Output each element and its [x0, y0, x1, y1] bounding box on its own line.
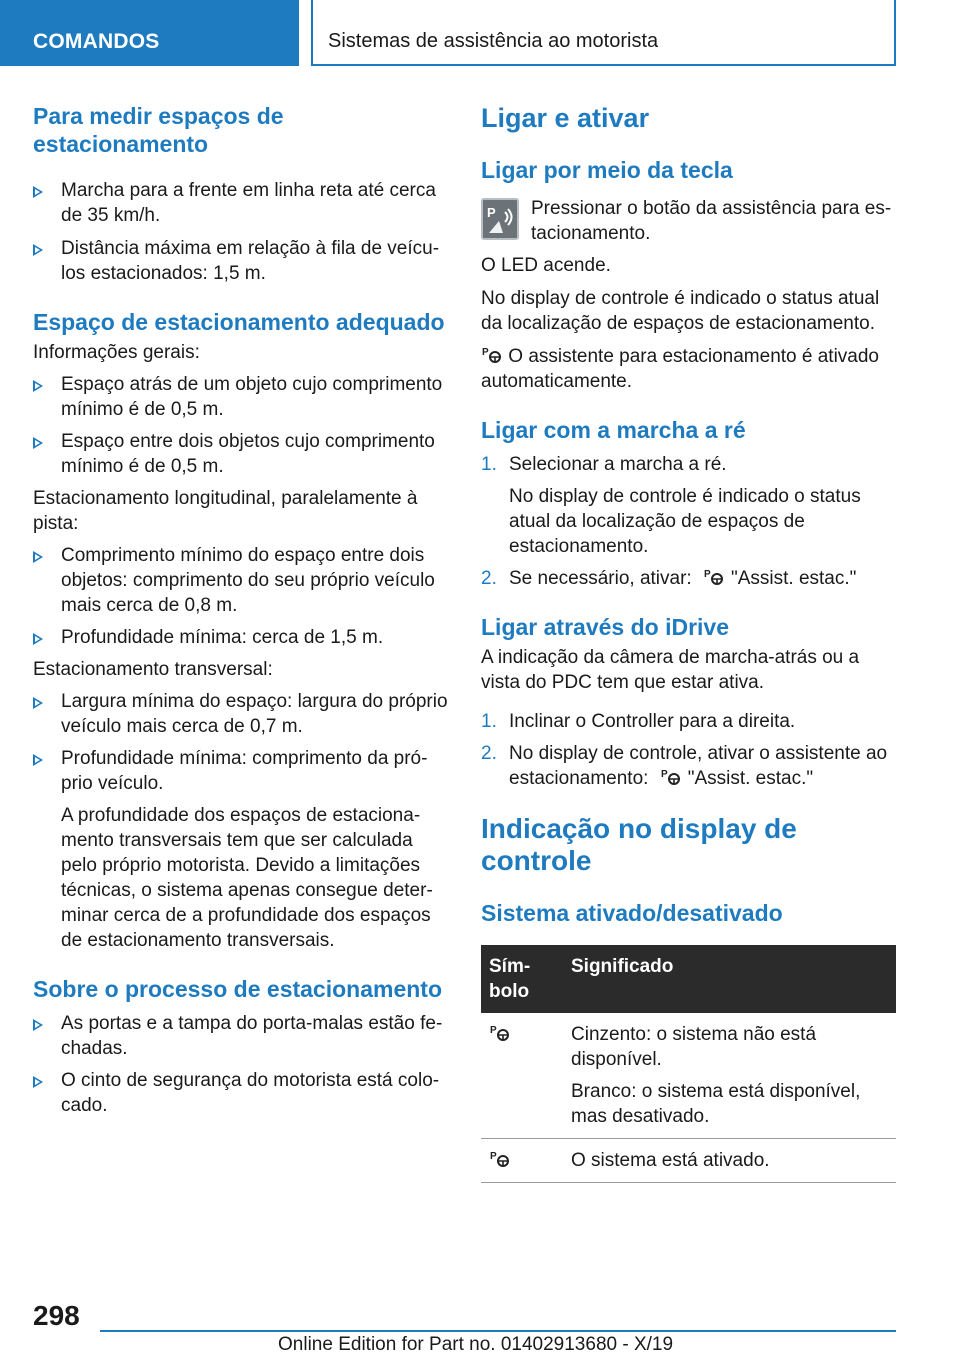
list-item: Comprimento mínimo do espaço entre dois objetos: comprimento do seu próprio veículo mais cerca de 0,8 m.	[33, 543, 449, 618]
list-item: Largura mínima do espaço: largura do próprio veículo mais cerca de 0,7 m.	[33, 689, 449, 739]
bullet-triangle-icon	[33, 437, 43, 449]
heading-measure: Para medir espaços de estacionamento	[33, 103, 284, 157]
general-info: Informações gerais:	[33, 342, 200, 363]
transversal-list	[33, 689, 449, 953]
bullet-triangle-icon	[33, 1019, 43, 1031]
longitudinal-text: Estacionamento longitudinal, paralelamente à pista:	[33, 488, 418, 534]
parking-assistant-icon	[660, 767, 682, 787]
bullet-triangle-icon	[33, 697, 43, 709]
general-list	[33, 372, 449, 479]
list-item: O cinto de segurança do motorista está colocado.	[33, 1068, 449, 1118]
heading-suitable-space: Espaço de estacionamento adequado	[33, 309, 445, 335]
table-row: P Cinzento: o sistema não está disponível. Branco: o sistema está disponível, mas desativado.	[481, 1013, 896, 1139]
section-label: COMANDOS	[33, 30, 160, 53]
table-header-row	[481, 945, 896, 1013]
page-number: 298	[33, 1300, 80, 1331]
svg-text:P: P	[482, 347, 489, 358]
column-header-meaning: Significado	[563, 945, 896, 1013]
list-item: Espaço entre dois objetos cujo comprimento mínimo é de 0,5 m.	[33, 429, 449, 479]
heading-reverse: Ligar com a marcha a ré	[481, 417, 746, 443]
list-item: Marcha para a frente em linha reta até cerca de 35 km/h.	[33, 178, 449, 228]
heading-button: Ligar por meio da tecla	[481, 157, 733, 183]
svg-text:P: P	[660, 769, 668, 780]
edition-note: Online Edition for Part no. 01402913680 - X/19	[278, 1334, 674, 1355]
depth-note: A profundidade dos espaços de estacionamento transversais tem que ser calculada pelo próprio motorista. Devido a limitações técnicas, o sistema apenas consegue determinar cerca de a profundidade dos espaços de estacionamento transversais.	[61, 805, 433, 951]
heading-switch-on: Ligar e ativar	[481, 103, 650, 133]
bullet-triangle-icon	[33, 1076, 43, 1088]
list-item: Profundidade mínima: cerca de 1,5 m.	[33, 625, 449, 650]
parking-button-icon	[481, 198, 519, 240]
parking-assistant-icon	[703, 567, 725, 587]
auto-activation-text: P O assistente para estacionamento é ativado automaticamente.	[481, 346, 880, 392]
left-column	[33, 100, 449, 1118]
list-item: As portas e a tampa do porta-malas estão fechadas.	[33, 1011, 449, 1061]
symbol-table	[481, 945, 896, 1183]
process-list	[33, 1011, 449, 1118]
bullet-triangle-icon	[33, 633, 43, 645]
parking-assistant-active-icon	[489, 1149, 511, 1169]
list-item: Distância máxima em relação à fila de veículos estacionados: 1,5 m.	[33, 236, 449, 286]
table-row: P O sistema está ativado.	[481, 1139, 896, 1183]
right-column	[481, 100, 896, 1183]
heading-idrive: Ligar através do iDrive	[481, 614, 729, 640]
section-tab	[0, 0, 299, 66]
idrive-text: A indicação da câmera de marcha-atrás ou a vista do PDC tem que estar ativa.	[481, 647, 860, 693]
chapter-title: Sistemas de assistência ao motorista	[328, 30, 659, 52]
measure-list	[33, 178, 449, 286]
column-header-symbol: Símbolo	[481, 945, 563, 1013]
button-instruction: P Pressionar o botão da assistência para estacionamento.	[481, 196, 896, 246]
bullet-triangle-icon	[33, 244, 43, 256]
svg-text:P: P	[490, 1025, 497, 1036]
list-item: 1. Selecionar a marcha a ré. No display de controle é indicado o status atual da localização de espaços de estacionamento.	[481, 454, 861, 557]
list-item: Espaço atrás de um objeto cujo comprimento mínimo é de 0,5 m.	[33, 372, 449, 422]
bullet-triangle-icon	[33, 186, 43, 198]
list-item: Profundidade mínima: comprimento da próprio veículo. A profundidade dos espaços de estacionamento transversais tem que ser calculada pelo próprio motorista. Devido a limitações técnicas, o sistema apenas consegue determinar cerca de a profundidade dos espaços de estacionamento transversais.	[33, 746, 449, 953]
svg-text:P: P	[703, 569, 711, 580]
bullet-triangle-icon	[33, 551, 43, 563]
display-text: No display de controle é indicado o status atual da localização de espaços de estacionamento.	[481, 288, 880, 334]
bullet-triangle-icon	[33, 754, 43, 766]
svg-text:P: P	[487, 205, 496, 220]
svg-text:P: P	[490, 1151, 497, 1162]
footer-divider	[100, 1330, 896, 1332]
parking-assistant-gray-icon	[489, 1023, 511, 1043]
longitudinal-list	[33, 543, 449, 650]
heading-display-indication: Indicação no display de controle	[481, 813, 797, 876]
heading-process: Sobre o processo de estacionamento	[33, 976, 443, 1002]
reverse-steps	[481, 452, 896, 591]
idrive-steps	[481, 709, 896, 791]
list-item: 1. Inclinar o Controller para a direita.	[481, 711, 796, 732]
list-item: 2. Se necessário, ativar: P "Assist. estac."	[481, 568, 857, 589]
transversal-text: Estacionamento transversal:	[33, 659, 273, 680]
bullet-triangle-icon	[33, 380, 43, 392]
led-text: O LED acende.	[481, 255, 611, 276]
heading-system-status: Sistema ativado/desativado	[481, 900, 783, 926]
header-title-box	[311, 0, 896, 66]
list-item: 2. No display de controle, ativar o assistente ao estacionamento: P "Assist. estac."	[481, 743, 888, 789]
parking-assistant-icon	[481, 345, 503, 365]
